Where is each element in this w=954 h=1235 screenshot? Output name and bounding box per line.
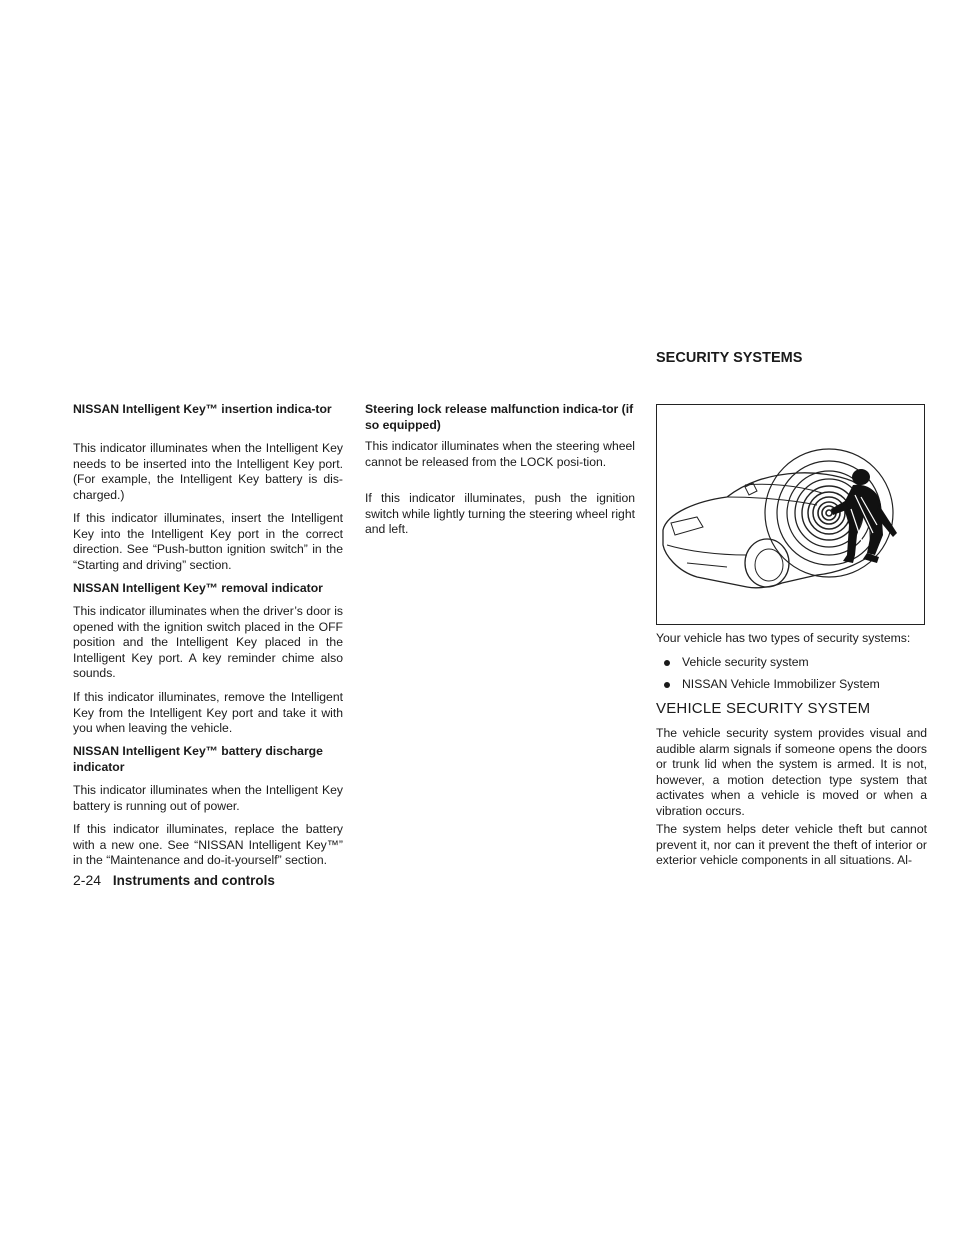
car-alarm-illustration: [657, 405, 924, 624]
paragraph-insertion-1: This indicator illuminates when the Intelligent Key needs to be inserted into the Intelligent Key port. (For example, the Intelligent Key battery is dis-charged.): [73, 441, 343, 502]
heading-steering-lock: Steering lock release malfunction indica-tor (if so equipped): [365, 402, 634, 432]
page-footer: [73, 872, 275, 888]
paragraph-removal-2: If this indicator illuminates, remove the Intelligent Key from the Intelligent Key port and take it with you when leaving the vehicle.: [73, 690, 343, 735]
subsection-title: VEHICLE SECURITY SYSTEM: [656, 700, 871, 717]
section-title: SECURITY SYSTEMS: [656, 350, 803, 366]
intro-text: Your vehicle has two types of security systems:: [656, 631, 911, 645]
bullet-icon: [664, 682, 670, 688]
paragraph-battery-1: This indicator illuminates when the Intelligent Key battery is running out of power.: [73, 783, 343, 813]
paragraph-insertion-2: If this indicator illuminates, insert the Intelligent Key into the Intelligent Key port in the correct direction. See “Push-button ignition switch” in the “Starting and driving” section.: [73, 511, 343, 572]
heading-removal-indicator: NISSAN Intelligent Key™ removal indicator: [73, 581, 323, 595]
heading-battery-indicator: NISSAN Intelligent Key™ battery discharge indicator: [73, 744, 323, 774]
paragraph-removal-1: This indicator illuminates when the driver’s door is opened with the ignition switch placed in the OFF position and the Intelligent Key placed in the Intelligent Key port. A key reminder chime also sounds.: [73, 604, 343, 680]
security-illustration: [656, 404, 925, 625]
paragraph-steering-1: This indicator illuminates when the steering wheel cannot be released from the LOCK posi-tion.: [365, 439, 635, 469]
bullet-icon: [664, 660, 670, 666]
footer-section-name: Instruments and controls: [112, 873, 275, 888]
paragraph-security-1: The vehicle security system provides visual and audible alarm signals if someone opens the doors or trunk lid when the system is armed. It is not, however, a motion detection type system that activates when a vehicle is moved or when a vibration occurs.: [656, 726, 927, 818]
page-number: 2-24: [73, 872, 102, 888]
paragraph-security-2: The system helps deter vehicle theft but cannot prevent it, nor can it prevent the theft of interior or exterior vehicle components in all situations. Al-: [656, 822, 927, 867]
paragraph-steering-2: If this indicator illuminates, push the ignition switch while lightly turning the steering wheel right and left.: [365, 491, 635, 536]
heading-insertion-indicator: NISSAN Intelligent Key™ insertion indica-tor: [73, 402, 332, 416]
paragraph-battery-2: If this indicator illuminates, replace the battery with a new one. See “NISSAN Intelligent Key™” in the “Maintenance and do-it-yourself” section.: [73, 822, 343, 867]
